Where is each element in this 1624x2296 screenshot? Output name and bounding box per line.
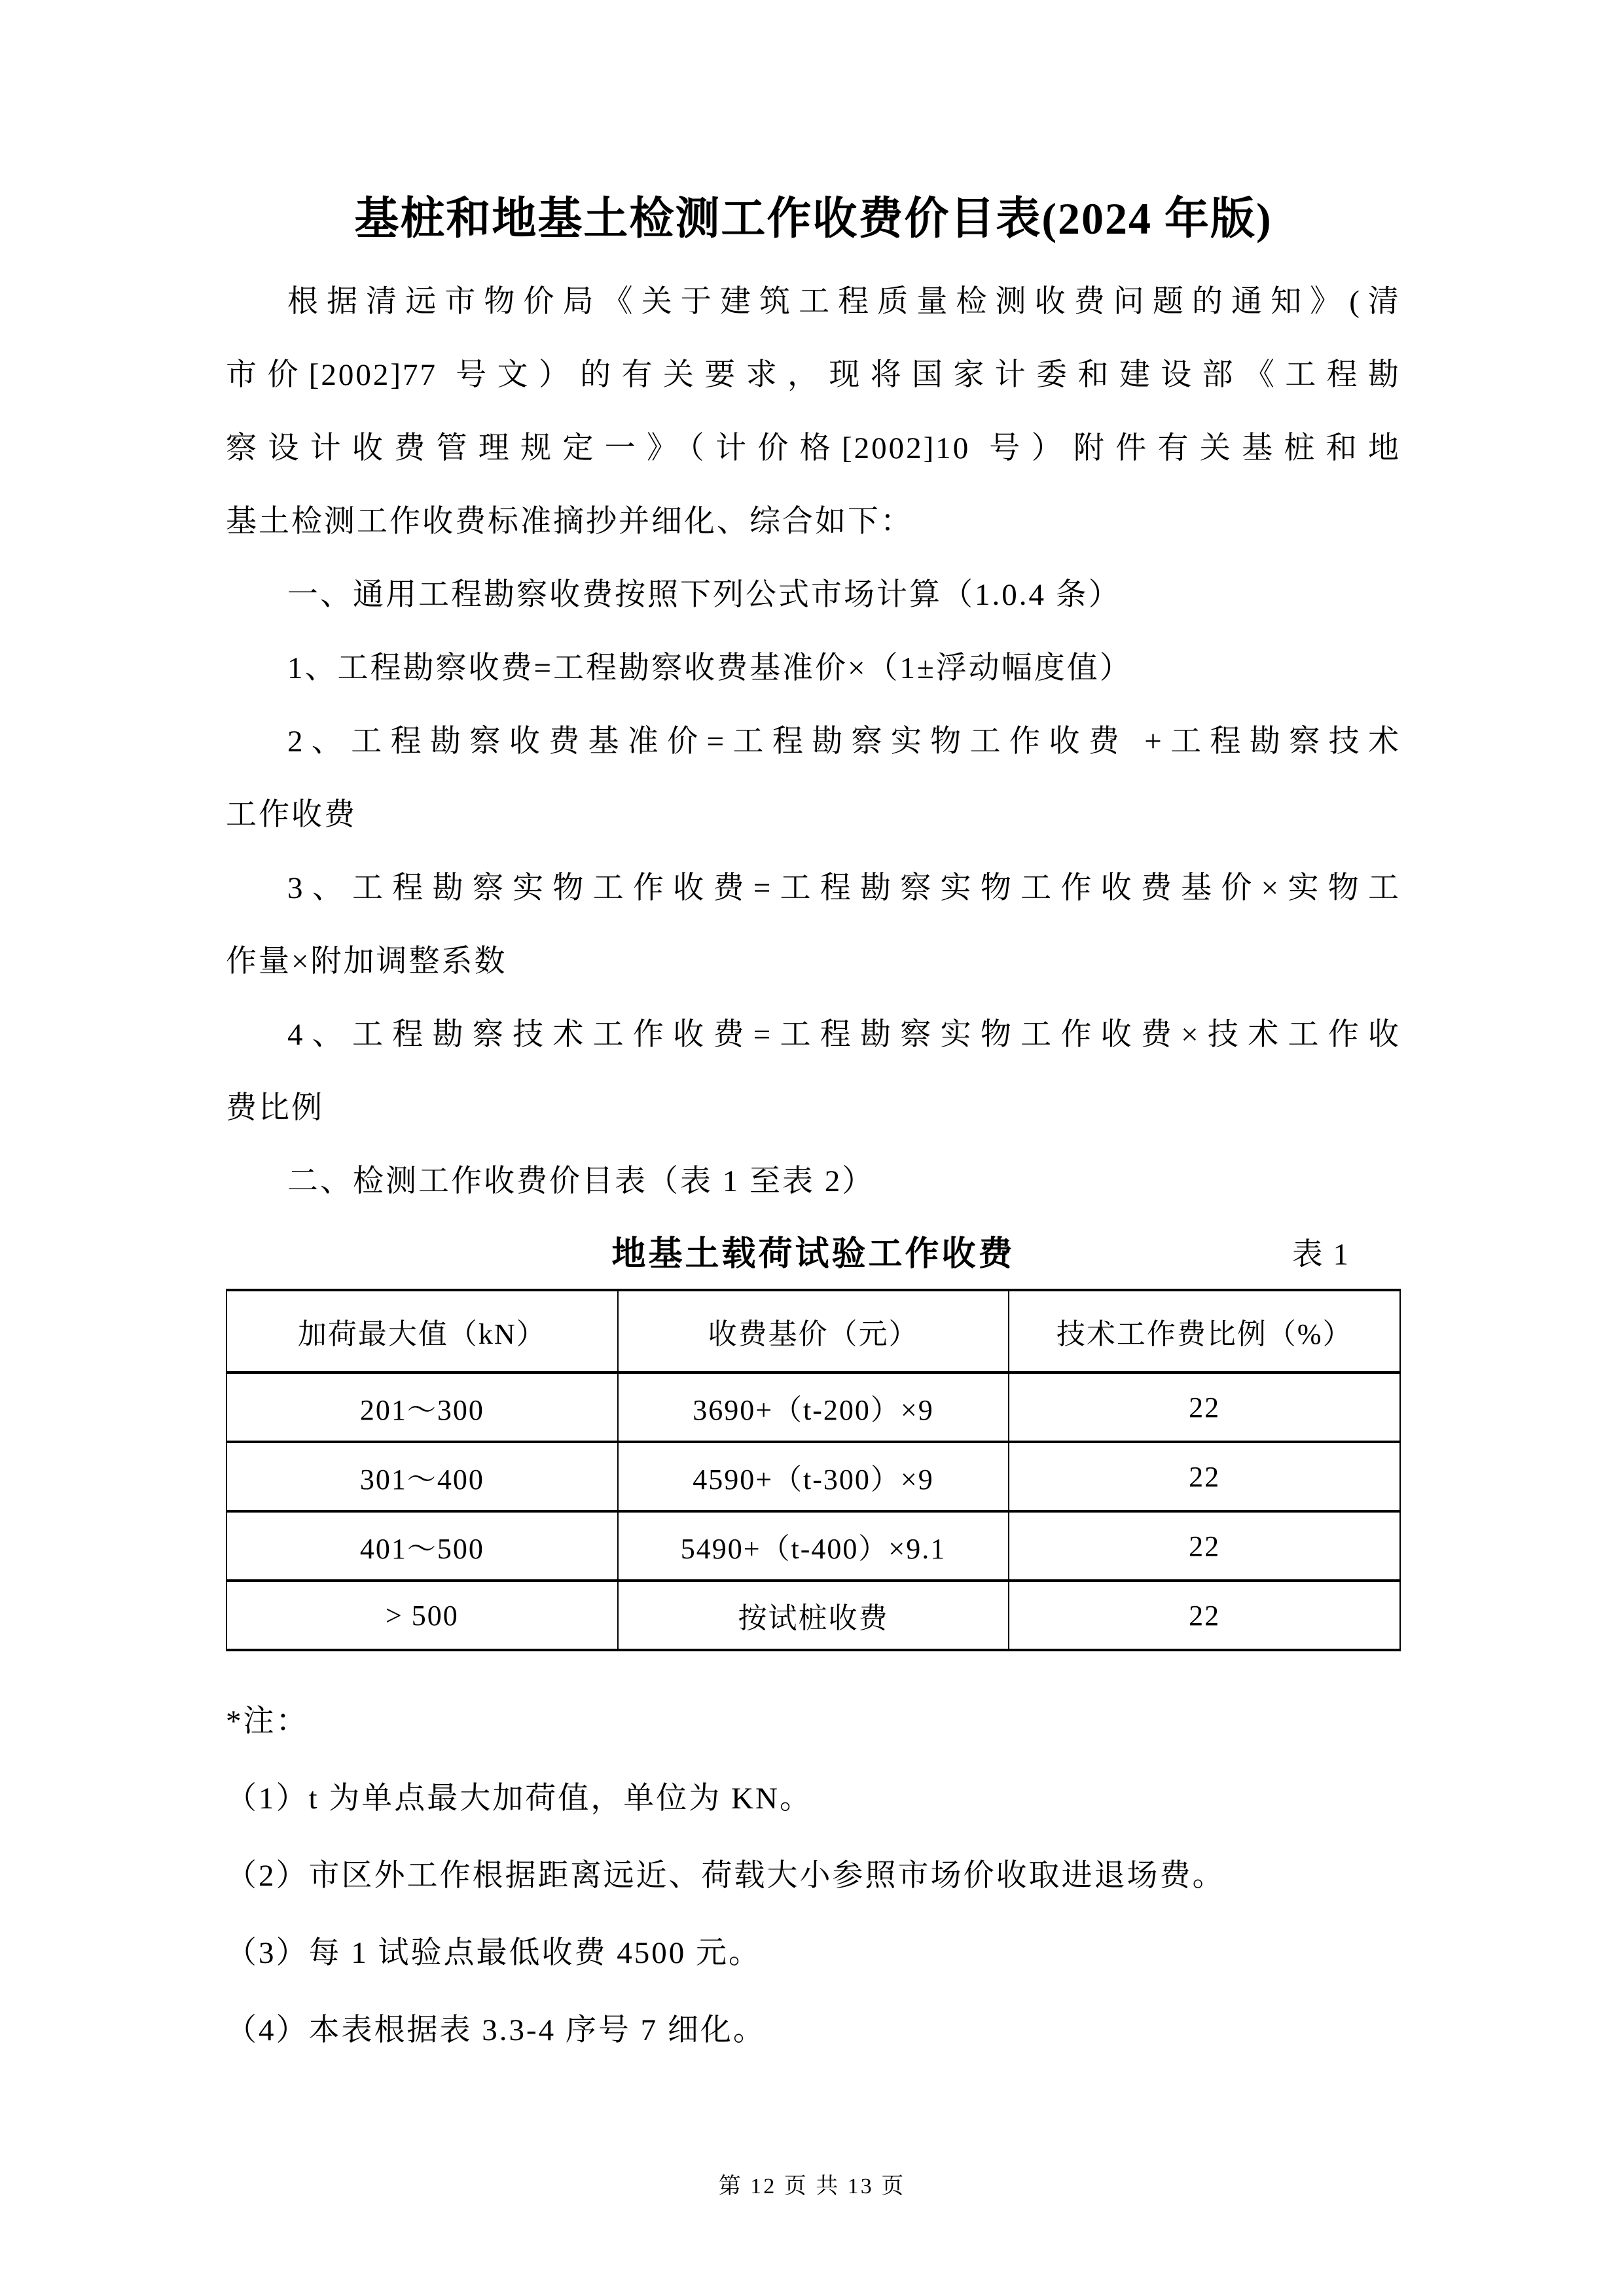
table-cell: 22 (1009, 1442, 1400, 1511)
table-cell: 4590+（t-300）×9 (618, 1442, 1009, 1511)
body-line: 费比例 (226, 1091, 324, 1125)
table-row (226, 1442, 1400, 1511)
table-number-label: 表 1 (1291, 1238, 1350, 1272)
column-header-base-price: 收费基价（元） (618, 1290, 1009, 1372)
notes-label: *注： (226, 1704, 309, 1738)
body-text (226, 265, 1401, 1218)
note-item: （4）本表根据表 3.3-4 序号 7 细化。 (226, 2013, 766, 2047)
table-caption (226, 1225, 1401, 1285)
fee-table-body (226, 1372, 1400, 1650)
table-cell: 22 (1009, 1511, 1400, 1581)
body-line: 作量×附加调整系数 (226, 944, 507, 978)
note-item: （1）t 为单点最大加荷值，单位为 KN。 (226, 1782, 812, 1816)
column-header-max-load: 加荷最大值（kN） (226, 1290, 618, 1372)
table-header-row (226, 1290, 1400, 1372)
note-item: （2）市区外工作根据距离远近、荷载大小参照市场价收取进退场费。 (226, 1859, 1225, 1893)
table-title: 地基土载荷试验工作收费 (611, 1236, 1015, 1273)
column-header-tech-ratio: 技术工作费比例（%） (1009, 1290, 1400, 1372)
table-cell: 401～500 (226, 1511, 618, 1581)
page-title: 基桩和地基土检测工作收费价目表(2024 年版) (354, 194, 1272, 243)
page-number-footer: 第 12 页 共 13 页 (718, 2174, 906, 2198)
table-cell: 3690+（t-200）×9 (618, 1372, 1009, 1442)
body-line: 根据清远市物价局《关于建筑工程质量检测收费问题的通知》(清 (287, 285, 1401, 319)
table-row (226, 1581, 1400, 1650)
body-line: 3、工程勘察实物工作收费=工程勘察实物工作收费基价×实物工 (287, 871, 1401, 905)
table-cell: 301～400 (226, 1442, 618, 1511)
table-cell: > 500 (226, 1581, 618, 1650)
notes-section (226, 1683, 1401, 2069)
table-cell: 按试桩收费 (618, 1581, 1009, 1650)
body-line: 基土检测工作收费标准摘抄并细化、综合如下： (226, 505, 913, 539)
body-line: 市价[2002]77 号文）的有关要求，现将国家计委和建设部《工程勘 (226, 358, 1401, 392)
body-line: 一、通用工程勘察收费按照下列公式市场计算（1.0.4 条） (287, 578, 1121, 612)
body-line: 4、工程勘察技术工作收费=工程勘察实物工作收费×技术工作收 (287, 1018, 1401, 1052)
note-item: （3）每 1 试验点最低收费 4500 元。 (226, 1936, 761, 1970)
table-cell: 5490+（t-400）×9.1 (618, 1511, 1009, 1581)
body-line: 工作收费 (226, 798, 357, 832)
table-row (226, 1372, 1400, 1442)
body-line: 1、工程勘察收费=工程勘察收费基准价×（1±浮动幅度值） (287, 651, 1132, 685)
fee-table-header (226, 1290, 1400, 1372)
table-row (226, 1511, 1400, 1581)
fee-table (226, 1289, 1401, 1651)
table-cell: 22 (1009, 1372, 1400, 1442)
body-line: 察设计收费管理规定一》（计价格[2002]10 号）附件有关基桩和地 (226, 431, 1401, 465)
body-line: 二、检测工作收费价目表（表 1 至表 2） (287, 1164, 875, 1198)
table-cell: 201～300 (226, 1372, 618, 1442)
body-line: 2、工程勘察收费基准价=工程勘察实物工作收费 +工程勘察技术 (287, 725, 1401, 759)
table-cell: 22 (1009, 1581, 1400, 1650)
